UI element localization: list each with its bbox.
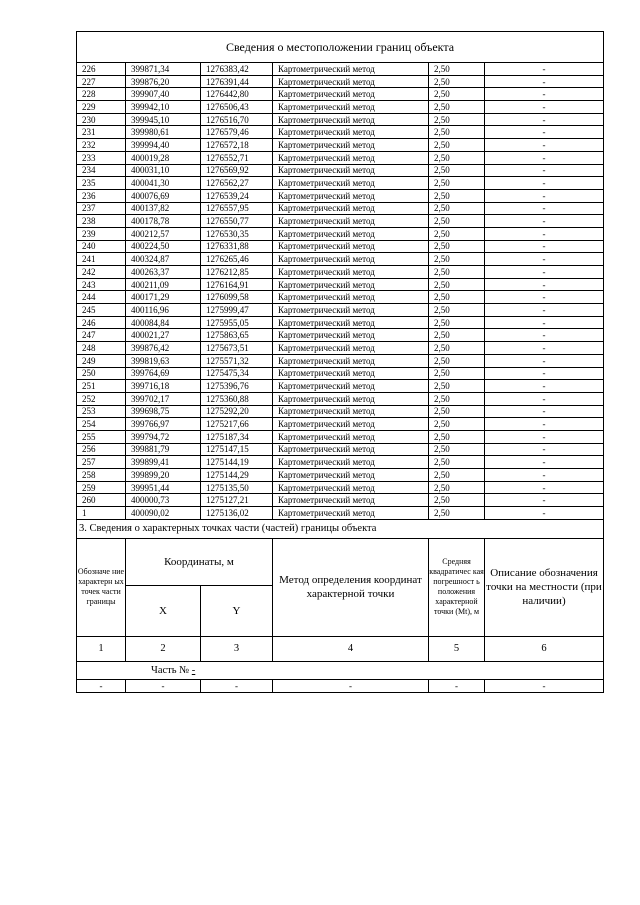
- y-coordinate: 1276442,80: [201, 88, 273, 101]
- method: Картометрический метод: [273, 380, 429, 393]
- y-coordinate: 1275396,76: [201, 380, 273, 393]
- x-coordinate: 400084,84: [126, 316, 201, 329]
- x-coordinate: 399794,72: [126, 430, 201, 443]
- accuracy: 2,50: [429, 380, 485, 393]
- table-row: [77, 189, 604, 202]
- column-number-row: [77, 636, 604, 661]
- y-coordinate: 1276552,71: [201, 151, 273, 164]
- accuracy: 2,50: [429, 342, 485, 355]
- x-coordinate: 400031,10: [126, 164, 201, 177]
- description: -: [485, 316, 604, 329]
- method: Картометрический метод: [273, 266, 429, 279]
- y-coordinate: 1275475,34: [201, 367, 273, 380]
- description: -: [485, 304, 604, 317]
- method: Картометрический метод: [273, 75, 429, 88]
- table-row: [77, 151, 604, 164]
- x-coordinate: 399716,18: [126, 380, 201, 393]
- description: -: [485, 430, 604, 443]
- y-coordinate: 1276383,42: [201, 63, 273, 76]
- header-method: Метод определения координат характерной точки: [273, 538, 429, 636]
- description: -: [485, 507, 604, 520]
- table-row: [77, 367, 604, 380]
- accuracy: 2,50: [429, 227, 485, 240]
- method: Картометрический метод: [273, 456, 429, 469]
- accuracy: 2,50: [429, 392, 485, 405]
- x-coordinate: 400137,82: [126, 202, 201, 215]
- description: -: [485, 329, 604, 342]
- col-number: 6: [485, 636, 604, 661]
- y-coordinate: 1275187,34: [201, 430, 273, 443]
- accuracy: 2,50: [429, 151, 485, 164]
- header-description: Описание обозначения точки на местности (при наличии): [485, 538, 604, 636]
- table-row: [77, 88, 604, 101]
- method: Картометрический метод: [273, 63, 429, 76]
- point-number: 256: [77, 443, 126, 456]
- method: Картометрический метод: [273, 291, 429, 304]
- accuracy: 2,50: [429, 354, 485, 367]
- method: Картометрический метод: [273, 278, 429, 291]
- y-coordinate: 1276099,58: [201, 291, 273, 304]
- accuracy: 2,50: [429, 481, 485, 494]
- point-number: 259: [77, 481, 126, 494]
- part-row: [77, 661, 604, 679]
- y-coordinate: 1276391,44: [201, 75, 273, 88]
- description: -: [485, 392, 604, 405]
- description: -: [485, 469, 604, 482]
- x-coordinate: 399876,20: [126, 75, 201, 88]
- table-row: [77, 253, 604, 266]
- y-coordinate: 1276569,92: [201, 164, 273, 177]
- method: Картометрический метод: [273, 443, 429, 456]
- y-coordinate: 1275292,20: [201, 405, 273, 418]
- y-coordinate: 1275147,15: [201, 443, 273, 456]
- description: -: [485, 456, 604, 469]
- accuracy: 2,50: [429, 240, 485, 253]
- description: -: [485, 101, 604, 114]
- table-row: [77, 329, 604, 342]
- table-row: [77, 240, 604, 253]
- section-title: Сведения о местоположении границ объекта: [77, 32, 604, 63]
- accuracy: 2,50: [429, 367, 485, 380]
- description: -: [485, 266, 604, 279]
- point-number: 255: [77, 430, 126, 443]
- x-coordinate: 400324,87: [126, 253, 201, 266]
- table-row: [77, 63, 604, 76]
- part-cell: [77, 661, 604, 679]
- y-coordinate: 1275135,50: [201, 481, 273, 494]
- table-row: [77, 507, 604, 520]
- table-row: [77, 304, 604, 317]
- point-number: 229: [77, 101, 126, 114]
- description: -: [485, 88, 604, 101]
- table-row: [77, 481, 604, 494]
- method: Картометрический метод: [273, 329, 429, 342]
- point-number: 241: [77, 253, 126, 266]
- method: Картометрический метод: [273, 126, 429, 139]
- x-coordinate: 399899,20: [126, 469, 201, 482]
- table-row: [77, 215, 604, 228]
- col-number: 2: [126, 636, 201, 661]
- accuracy: 2,50: [429, 88, 485, 101]
- point-number: 227: [77, 75, 126, 88]
- y-coordinate: 1276550,77: [201, 215, 273, 228]
- accuracy: 2,50: [429, 126, 485, 139]
- description: -: [485, 278, 604, 291]
- method: Картометрический метод: [273, 151, 429, 164]
- empty-cell: -: [126, 679, 201, 692]
- x-coordinate: 400019,28: [126, 151, 201, 164]
- col-number: 1: [77, 636, 126, 661]
- table-row: [77, 139, 604, 152]
- x-coordinate: 399899,41: [126, 456, 201, 469]
- method: Картометрический метод: [273, 215, 429, 228]
- y-coordinate: 1276539,24: [201, 189, 273, 202]
- point-number: 254: [77, 418, 126, 431]
- method: Картометрический метод: [273, 164, 429, 177]
- col-number: 3: [201, 636, 273, 661]
- y-coordinate: 1275955,05: [201, 316, 273, 329]
- x-coordinate: 400263,37: [126, 266, 201, 279]
- x-coordinate: 400041,30: [126, 177, 201, 190]
- table-row: [77, 430, 604, 443]
- point-number: 235: [77, 177, 126, 190]
- y-coordinate: 1275863,65: [201, 329, 273, 342]
- point-number: 250: [77, 367, 126, 380]
- description: -: [485, 418, 604, 431]
- point-number: 246: [77, 316, 126, 329]
- y-coordinate: 1276557,95: [201, 202, 273, 215]
- x-coordinate: 399819,63: [126, 354, 201, 367]
- method: Картометрический метод: [273, 139, 429, 152]
- description: -: [485, 291, 604, 304]
- accuracy: 2,50: [429, 304, 485, 317]
- accuracy: 2,50: [429, 113, 485, 126]
- x-coordinate: 400224,50: [126, 240, 201, 253]
- description: -: [485, 164, 604, 177]
- accuracy: 2,50: [429, 266, 485, 279]
- method: Картометрический метод: [273, 418, 429, 431]
- y-coordinate: 1275144,29: [201, 469, 273, 482]
- part-label: Часть №: [151, 664, 192, 676]
- description: -: [485, 113, 604, 126]
- description: -: [485, 405, 604, 418]
- accuracy: 2,50: [429, 316, 485, 329]
- point-number: 242: [77, 266, 126, 279]
- table-row: [77, 418, 604, 431]
- x-coordinate: 399871,34: [126, 63, 201, 76]
- accuracy: 2,50: [429, 202, 485, 215]
- table-row: [77, 316, 604, 329]
- accuracy: 2,50: [429, 253, 485, 266]
- point-number: 257: [77, 456, 126, 469]
- accuracy: 2,50: [429, 418, 485, 431]
- table-row: [77, 342, 604, 355]
- point-number: 251: [77, 380, 126, 393]
- table-row: [77, 202, 604, 215]
- header-y: Y: [201, 585, 273, 636]
- description: -: [485, 202, 604, 215]
- method: Картометрический метод: [273, 469, 429, 482]
- x-coordinate: 399766,97: [126, 418, 201, 431]
- description: -: [485, 189, 604, 202]
- col-number: 4: [273, 636, 429, 661]
- point-number: 252: [77, 392, 126, 405]
- point-number: 233: [77, 151, 126, 164]
- accuracy: 2,50: [429, 430, 485, 443]
- accuracy: 2,50: [429, 177, 485, 190]
- point-number: 1: [77, 507, 126, 520]
- x-coordinate: 400211,09: [126, 278, 201, 291]
- y-coordinate: 1275136,02: [201, 507, 273, 520]
- y-coordinate: 1275127,21: [201, 494, 273, 507]
- method: Картометрический метод: [273, 189, 429, 202]
- accuracy: 2,50: [429, 139, 485, 152]
- method: Картометрический метод: [273, 240, 429, 253]
- point-number: 232: [77, 139, 126, 152]
- method: Картометрический метод: [273, 304, 429, 317]
- accuracy: 2,50: [429, 494, 485, 507]
- method: Картометрический метод: [273, 430, 429, 443]
- col-number: 5: [429, 636, 485, 661]
- y-coordinate: 1276572,18: [201, 139, 273, 152]
- table-row: [77, 278, 604, 291]
- description: -: [485, 253, 604, 266]
- point-number: 231: [77, 126, 126, 139]
- x-coordinate: 399881,79: [126, 443, 201, 456]
- x-coordinate: 399764,69: [126, 367, 201, 380]
- description: -: [485, 367, 604, 380]
- coordinates-body: [77, 63, 604, 520]
- part-number: -: [191, 664, 196, 676]
- boundary-document: [76, 31, 603, 693]
- empty-data-row: [77, 679, 604, 692]
- header-x: X: [126, 585, 201, 636]
- x-coordinate: 399951,44: [126, 481, 201, 494]
- accuracy: 2,50: [429, 443, 485, 456]
- point-number: 253: [77, 405, 126, 418]
- y-coordinate: 1275217,66: [201, 418, 273, 431]
- point-number: 239: [77, 227, 126, 240]
- method: Картометрический метод: [273, 227, 429, 240]
- method: Картометрический метод: [273, 392, 429, 405]
- point-number: 245: [77, 304, 126, 317]
- table-row: [77, 354, 604, 367]
- x-coordinate: 399980,61: [126, 126, 201, 139]
- y-coordinate: 1275360,88: [201, 392, 273, 405]
- point-number: 247: [77, 329, 126, 342]
- method: Картометрический метод: [273, 494, 429, 507]
- accuracy: 2,50: [429, 469, 485, 482]
- accuracy: 2,50: [429, 215, 485, 228]
- section3-title: 3. Сведения о характерных точках части (частей) границы объекта: [77, 519, 604, 538]
- x-coordinate: 399942,10: [126, 101, 201, 114]
- x-coordinate: 400212,57: [126, 227, 201, 240]
- y-coordinate: 1275144,19: [201, 456, 273, 469]
- point-number: 249: [77, 354, 126, 367]
- y-coordinate: 1276516,70: [201, 113, 273, 126]
- description: -: [485, 151, 604, 164]
- accuracy: 2,50: [429, 101, 485, 114]
- accuracy: 2,50: [429, 507, 485, 520]
- point-number: 248: [77, 342, 126, 355]
- method: Картометрический метод: [273, 253, 429, 266]
- empty-cell: -: [485, 679, 604, 692]
- x-coordinate: 400000,73: [126, 494, 201, 507]
- method: Картометрический метод: [273, 113, 429, 126]
- empty-cell: -: [429, 679, 485, 692]
- point-number: 234: [77, 164, 126, 177]
- accuracy: 2,50: [429, 63, 485, 76]
- table-row: [77, 380, 604, 393]
- table-row: [77, 405, 604, 418]
- point-number: 236: [77, 189, 126, 202]
- y-coordinate: 1276212,85: [201, 266, 273, 279]
- table-row: [77, 494, 604, 507]
- point-number: 260: [77, 494, 126, 507]
- table-row: [77, 113, 604, 126]
- header-point-designation: Обозначе ние характерн ых точек части границы: [77, 538, 126, 636]
- y-coordinate: 1276164,91: [201, 278, 273, 291]
- description: -: [485, 494, 604, 507]
- description: -: [485, 354, 604, 367]
- method: Картометрический метод: [273, 405, 429, 418]
- x-coordinate: 399698,75: [126, 405, 201, 418]
- description: -: [485, 342, 604, 355]
- x-coordinate: 400178,78: [126, 215, 201, 228]
- method: Картометрический метод: [273, 202, 429, 215]
- y-coordinate: 1275999,47: [201, 304, 273, 317]
- point-number: 243: [77, 278, 126, 291]
- description: -: [485, 240, 604, 253]
- method: Картометрический метод: [273, 507, 429, 520]
- method: Картометрический метод: [273, 177, 429, 190]
- accuracy: 2,50: [429, 329, 485, 342]
- description: -: [485, 139, 604, 152]
- accuracy: 2,50: [429, 189, 485, 202]
- empty-cell: -: [273, 679, 429, 692]
- table-row: [77, 291, 604, 304]
- point-number: 226: [77, 63, 126, 76]
- empty-cell: -: [77, 679, 126, 692]
- x-coordinate: 400090,02: [126, 507, 201, 520]
- point-number: 258: [77, 469, 126, 482]
- method: Картометрический метод: [273, 316, 429, 329]
- table-row: [77, 227, 604, 240]
- point-number: 230: [77, 113, 126, 126]
- description: -: [485, 75, 604, 88]
- y-coordinate: 1276579,46: [201, 126, 273, 139]
- description: -: [485, 380, 604, 393]
- table-row: [77, 266, 604, 279]
- table-row: [77, 101, 604, 114]
- method: Картометрический метод: [273, 342, 429, 355]
- x-coordinate: 399702,17: [126, 392, 201, 405]
- table-row: [77, 456, 604, 469]
- table-row: [77, 392, 604, 405]
- accuracy: 2,50: [429, 278, 485, 291]
- accuracy: 2,50: [429, 405, 485, 418]
- table-row: [77, 126, 604, 139]
- point-number: 244: [77, 291, 126, 304]
- x-coordinate: 400021,27: [126, 329, 201, 342]
- y-coordinate: 1276562,27: [201, 177, 273, 190]
- y-coordinate: 1276265,46: [201, 253, 273, 266]
- y-coordinate: 1276331,88: [201, 240, 273, 253]
- accuracy: 2,50: [429, 164, 485, 177]
- x-coordinate: 399994,40: [126, 139, 201, 152]
- header-coordinates: Координаты, м: [126, 538, 273, 585]
- x-coordinate: 400171,29: [126, 291, 201, 304]
- description: -: [485, 443, 604, 456]
- method: Картометрический метод: [273, 367, 429, 380]
- point-number: 237: [77, 202, 126, 215]
- header-accuracy: Средняя квадратичес кая погрешност ь положения характерной точки (Mt), м: [429, 538, 485, 636]
- accuracy: 2,50: [429, 291, 485, 304]
- point-number: 228: [77, 88, 126, 101]
- table-row: [77, 177, 604, 190]
- boundary-table: [76, 31, 604, 693]
- method: Картометрический метод: [273, 481, 429, 494]
- description: -: [485, 481, 604, 494]
- description: -: [485, 177, 604, 190]
- table-row: [77, 164, 604, 177]
- x-coordinate: 400116,96: [126, 304, 201, 317]
- table-row: [77, 443, 604, 456]
- x-coordinate: 399945,10: [126, 113, 201, 126]
- x-coordinate: 399876,42: [126, 342, 201, 355]
- description: -: [485, 63, 604, 76]
- accuracy: 2,50: [429, 75, 485, 88]
- x-coordinate: 399907,40: [126, 88, 201, 101]
- y-coordinate: 1276530,35: [201, 227, 273, 240]
- table-row: [77, 75, 604, 88]
- description: -: [485, 227, 604, 240]
- method: Картометрический метод: [273, 101, 429, 114]
- y-coordinate: 1275673,51: [201, 342, 273, 355]
- empty-cell: -: [201, 679, 273, 692]
- point-number: 240: [77, 240, 126, 253]
- method: Картометрический метод: [273, 354, 429, 367]
- y-coordinate: 1275571,32: [201, 354, 273, 367]
- description: -: [485, 126, 604, 139]
- accuracy: 2,50: [429, 456, 485, 469]
- method: Картометрический метод: [273, 88, 429, 101]
- point-number: 238: [77, 215, 126, 228]
- description: -: [485, 215, 604, 228]
- table-row: [77, 469, 604, 482]
- y-coordinate: 1276506,43: [201, 101, 273, 114]
- x-coordinate: 400076,69: [126, 189, 201, 202]
